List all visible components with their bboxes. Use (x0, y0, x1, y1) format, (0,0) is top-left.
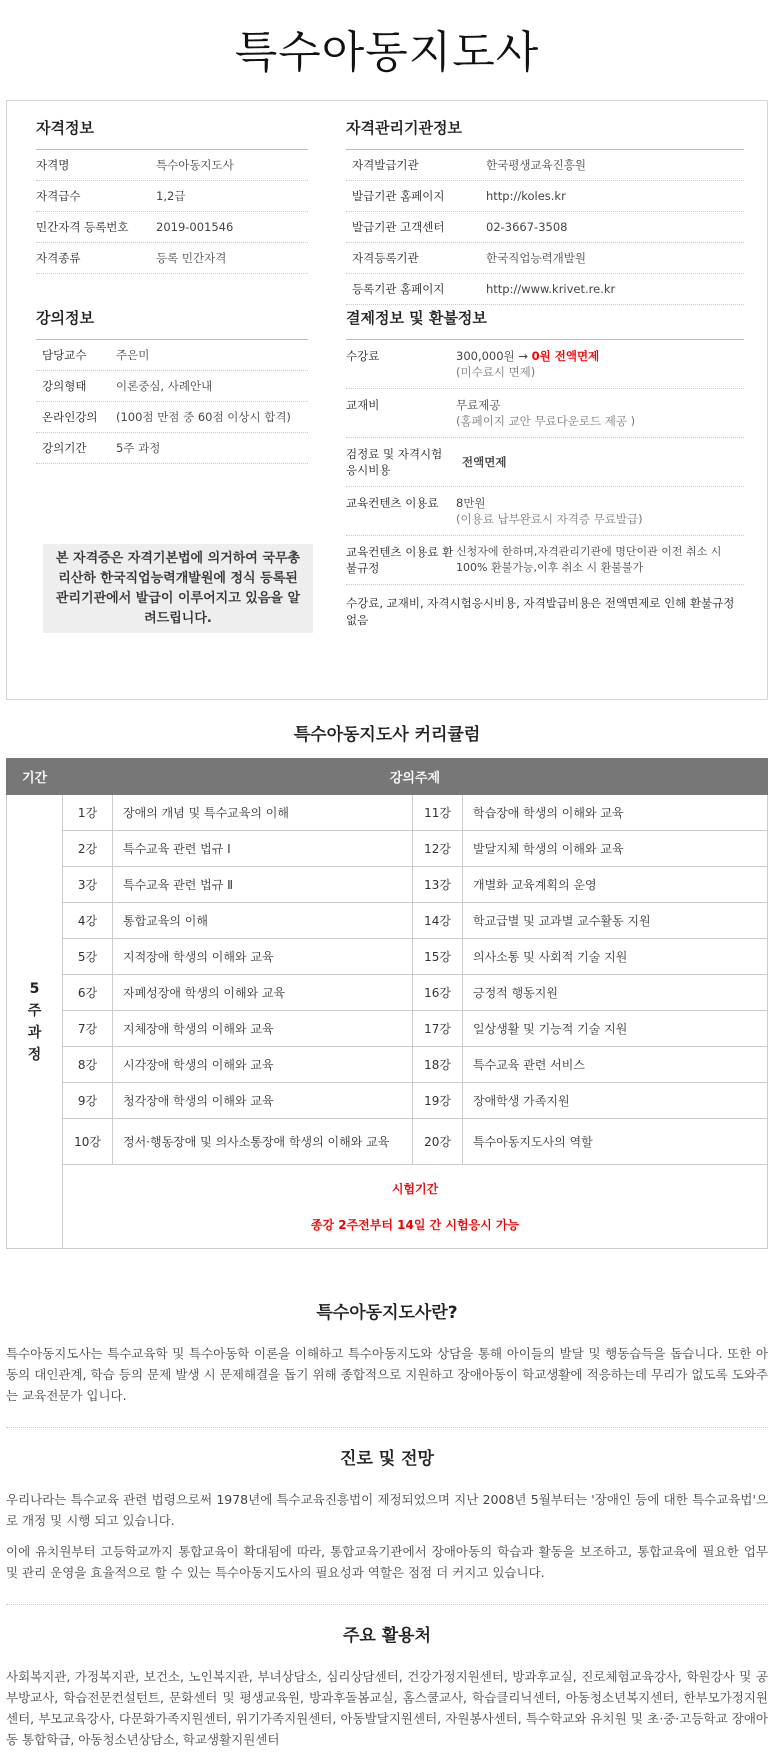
row-value: 한국직업능력개발원 (486, 251, 586, 265)
row-value: 1,2급 (156, 189, 186, 203)
lecture-topic: 지체장애 학생의 이해와 교육 (113, 1011, 413, 1047)
row-key: 교육컨텐츠 이용료 (346, 496, 439, 510)
lecture-number: 5강 (63, 939, 113, 975)
tuition-sub: (미수료시 면제) (456, 365, 536, 379)
curriculum-table (6, 758, 768, 1249)
lecture-number: 3강 (63, 867, 113, 903)
table-row (7, 1047, 768, 1083)
period-cell (7, 795, 63, 1249)
row-value: (100점 만점 중 60점 이상시 합격) (116, 410, 291, 424)
row-key: 자격등록기관 (352, 251, 419, 265)
lecture-topic: 통합교육의 이해 (113, 903, 413, 939)
tuition-row (346, 340, 744, 389)
lecture-number: 13강 (413, 867, 463, 903)
row-key: 강의기간 (42, 441, 87, 455)
usage-section (6, 1621, 768, 1750)
lecture-topic: 특수교육 관련 서비스 (463, 1047, 768, 1083)
row-key: 온라인강의 (42, 410, 98, 424)
lecture-number: 20강 (413, 1119, 463, 1165)
usage-text: 사회복지관, 가정복지관, 보건소, 노인복지관, 부녀상담소, 심리상담센터, 건강가정지원센터, 방과후교실, 진로체험교육강사, 학원강사 및 공부방교사, 학습전문컨설턴트, 문화센터 및 평생교육원, 방과후돌봄교실, 홈스쿨교사, 학습클리닉센터, 아동청소년복지센터, 한부모가정지원센터, 부모교육강사, 다문화가족지원센터, 위기가족지원센터, 아동발달지원센터, 자원봉사센터, 특수학교와 유치원 및 초·중·고등학교 장애아동 통합학급, 아동청소년상담소, 학교생활지원센터 (6, 1669, 768, 1747)
tuition-free: 0원 전액면제 (531, 349, 600, 363)
exam-fee-row (346, 438, 744, 487)
agency-row (346, 243, 744, 274)
exam-desc: 종강 2주전부터 14일 간 시험응시 가능 (310, 1217, 520, 1232)
period-label: 5주 과정 (27, 980, 42, 1063)
homepage-link[interactable]: http://koles.kr (486, 189, 566, 203)
agency-row (346, 181, 744, 212)
row-key: 발급기관 고객센터 (352, 220, 445, 234)
payment-heading: 결제정보 및 환불정보 (346, 307, 744, 340)
info-box (6, 100, 768, 700)
agency-row (346, 212, 744, 243)
row-key: 자격급수 (36, 189, 81, 203)
about-section (6, 1298, 768, 1406)
row-key: 자격명 (36, 158, 70, 172)
qualification-heading: 자격정보 (36, 117, 308, 150)
lecture-topic: 개별화 교육계획의 운영 (463, 867, 768, 903)
qualification-row (36, 181, 308, 212)
row-key: 강의형태 (42, 379, 87, 393)
row-value: 특수아동지도사 (156, 158, 234, 172)
row-value: 등록 민간자격 (156, 251, 227, 265)
lecture-topic: 자폐성장애 학생의 이해와 교육 (113, 975, 413, 1011)
exam-fee-value: 전액면제 (462, 455, 507, 469)
lecture-topic: 청각장애 학생의 이해와 교육 (113, 1083, 413, 1119)
lecture-number: 14강 (413, 903, 463, 939)
row-key: 담당교수 (42, 348, 87, 362)
lecture-number: 2강 (63, 831, 113, 867)
lecture-topic: 정서·행동장애 및 의사소통장애 학생의 이해와 교육 (113, 1119, 413, 1165)
lecture-row (36, 371, 308, 402)
section-divider (6, 1604, 768, 1605)
career-title: 진로 및 전망 (340, 1449, 434, 1469)
row-value: 한국평생교육진흥원 (486, 158, 586, 172)
lecture-topic: 특수교육 관련 법규 Ⅰ (113, 831, 413, 867)
lecture-number: 11강 (413, 795, 463, 831)
section-divider (6, 1427, 768, 1428)
lecture-number: 1강 (63, 795, 113, 831)
qualification-row (36, 150, 308, 181)
agency-heading: 자격관리기관정보 (346, 117, 744, 150)
lecture-number: 18강 (413, 1047, 463, 1083)
lecture-number: 6강 (63, 975, 113, 1011)
col-topic-header: 강의주제 (63, 759, 768, 795)
curriculum-title: 특수아동지도사 커리큘럼 (293, 725, 481, 745)
table-row (7, 903, 768, 939)
row-key: 교육컨텐츠 이용료 환불규정 (346, 545, 454, 575)
agency-section (346, 117, 744, 305)
row-value: 이론중심, 사례안내 (116, 379, 213, 393)
homepage-link[interactable]: http://www.krivet.re.kr (486, 282, 616, 296)
lecture-number: 9강 (63, 1083, 113, 1119)
career-text-1: 우리나라는 특수교육 관련 법령으로써 1978년에 특수교육진흥법이 제정되었으며 지난 2008년 5월부터는 '장애인 등에 대한 특수교육법'으로 개정 및 시행 되고 있습니다. (6, 1492, 768, 1528)
notice-box: 본 자격증은 자격기본법에 의거하여 국무총리산하 한국직업능력개발원에 정식 등록된 관리기관에서 발급이 이루어지고 있음을 알려드립니다. (43, 544, 313, 633)
table-row (7, 867, 768, 903)
table-row (7, 975, 768, 1011)
page-title: 특수아동지도사 (234, 27, 540, 78)
row-value (456, 397, 635, 429)
row-key: 자격발급기관 (352, 158, 419, 172)
table-row (7, 1119, 768, 1165)
lecture-number: 15강 (413, 939, 463, 975)
table-row (7, 939, 768, 975)
lecture-topic: 특수교육 관련 법규 Ⅱ (113, 867, 413, 903)
agency-row (346, 274, 744, 305)
payment-note: 수강료, 교재비, 자격시험응시비용, 자격발급비용은 전액면제로 인해 환불규정 없음 (346, 596, 735, 627)
payment-section (346, 307, 744, 629)
qualification-list (36, 150, 308, 274)
table-row (7, 795, 768, 831)
content-fee-row (346, 487, 744, 536)
textbook-value: 무료제공 (456, 398, 501, 412)
lecture-topic: 시각장애 학생의 이해와 교육 (113, 1047, 413, 1083)
table-row (7, 1083, 768, 1119)
lecture-topic: 의사소통 및 사회적 기술 지원 (463, 939, 768, 975)
lecture-topic: 장애학생 가족지원 (463, 1083, 768, 1119)
lecture-topic: 학교급별 및 교과별 교수활동 지원 (463, 903, 768, 939)
row-value (456, 348, 599, 380)
lecture-number: 7강 (63, 1011, 113, 1047)
agency-list (346, 150, 744, 305)
row-value: 5주 과정 (116, 441, 161, 455)
row-value: 신청자에 한하며,자격관리기관에 명단이관 이전 취소 시 100% 환불가능,이후 취소 시 환불불가 (456, 545, 722, 574)
content-fee-sub: (이용료 납부완료시 자격증 무료발급) (456, 512, 643, 526)
lecture-list (36, 340, 308, 464)
lecture-topic: 학습장애 학생의 이해와 교육 (463, 795, 768, 831)
lecture-topic: 일상생활 및 기능적 기술 지원 (463, 1011, 768, 1047)
row-value: 2019-001546 (156, 220, 234, 234)
qualification-row (36, 212, 308, 243)
usage-title: 주요 활용처 (342, 1626, 432, 1646)
qualification-row (36, 243, 308, 274)
about-title: 특수아동지도사란? (316, 1303, 458, 1323)
lecture-topic: 긍정적 행동지원 (463, 975, 768, 1011)
lecture-topic: 지적장애 학생의 이해와 교육 (113, 939, 413, 975)
lecture-topic: 장애의 개념 및 특수교육의 이해 (113, 795, 413, 831)
row-value: 02-3667-3508 (486, 220, 568, 234)
arrow-icon: → (518, 349, 528, 363)
row-key: 등록기관 홈페이지 (352, 282, 445, 296)
agency-row (346, 150, 744, 181)
row-key: 검정료 및 자격시험 응시비용 (346, 447, 443, 477)
lecture-number: 8강 (63, 1047, 113, 1083)
row-key: 자격종류 (36, 251, 81, 265)
row-value: 주은미 (116, 348, 150, 362)
lecture-topic: 특수아동지도사의 역할 (463, 1119, 768, 1165)
about-text: 특수아동지도사는 특수교육학 및 특수아동학 이론을 이해하고 특수아동지도와 상담을 통해 아이들의 발달 및 행동습득을 돕습니다. 또한 아동의 대인관계, 학습 등의 문제 발생 시 문제해결을 돕기 위해 종합적으로 지원하고 장애아동이 학교생활에 적응하는데 무리가 없도록 도와주는 교육전문가 입니다. (6, 1346, 768, 1403)
refund-row (346, 536, 744, 585)
row-key: 수강료 (346, 349, 380, 363)
lecture-row (36, 340, 308, 371)
lecture-heading: 강의정보 (36, 307, 308, 340)
table-row (7, 1011, 768, 1047)
row-key: 교재비 (346, 398, 380, 412)
career-text-2: 이에 유치원부터 고등학교까지 통합교육이 확대됨에 따라, 통합교육기관에서 장애아동의 학습과 활동을 보조하고, 통합교육에 필요한 업무 및 관리 운영을 효율적으로 할 수 있는 특수아동지도사의 필요성과 역할은 점점 더 커지고 있습니다. (6, 1544, 768, 1580)
row-value (456, 495, 643, 527)
row-key: 발급기관 홈페이지 (352, 189, 445, 203)
content-fee-value: 8만원 (456, 496, 486, 510)
lecture-section (36, 307, 308, 464)
exam-label: 시험기간 (391, 1181, 439, 1196)
lecture-row (36, 433, 308, 464)
lecture-row (36, 402, 308, 433)
qualification-section (36, 117, 308, 274)
lecture-number: 12강 (413, 831, 463, 867)
lecture-number: 4강 (63, 903, 113, 939)
lecture-number: 17강 (413, 1011, 463, 1047)
textbook-row (346, 389, 744, 438)
exam-row (7, 1165, 768, 1249)
lecture-number: 16강 (413, 975, 463, 1011)
col-period-header: 기간 (7, 759, 63, 795)
exam-cell (63, 1165, 768, 1249)
career-section (6, 1444, 768, 1583)
lecture-number: 10강 (63, 1119, 113, 1165)
lecture-number: 19강 (413, 1083, 463, 1119)
lecture-topic: 발달지체 학생의 이해와 교육 (463, 831, 768, 867)
tuition-price: 300,000원 (456, 349, 515, 363)
table-row (7, 831, 768, 867)
textbook-sub: (홈페이지 교안 무료다운로드 제공 ) (456, 414, 636, 428)
row-key: 민간자격 등록번호 (36, 220, 129, 234)
table-header-row (7, 759, 768, 795)
